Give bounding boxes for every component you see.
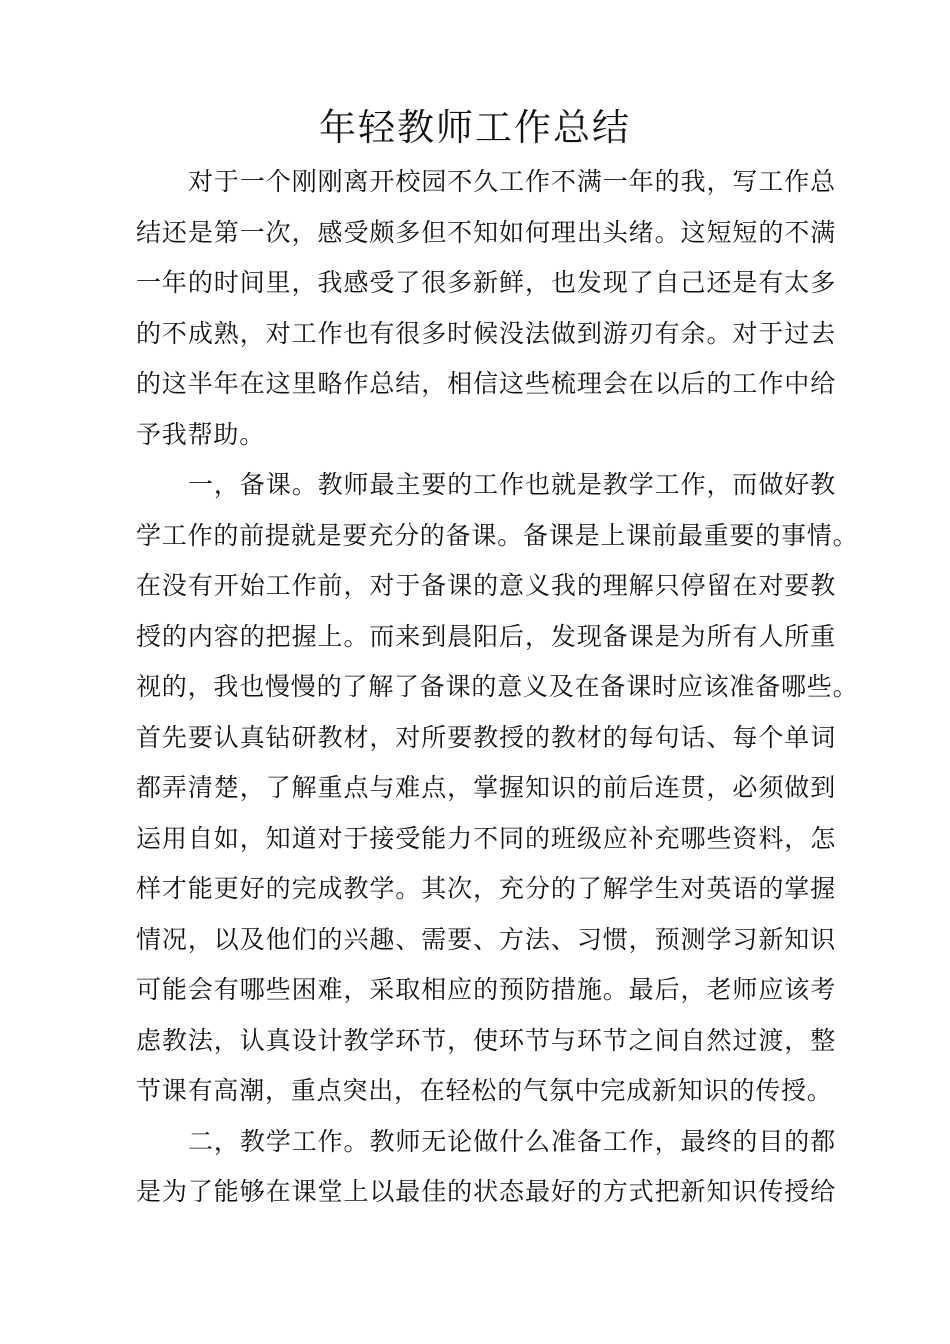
text-line: 可能会有哪些困难，采取相应的预防措施。最后，老师应该考 <box>136 975 836 1004</box>
text-line: 首先要认真钻研教材，对所要教授的教材的每句话、每个单词 <box>136 722 836 752</box>
paragraph-intro <box>136 157 836 460</box>
text-line: 二，教学工作。教师无论做什么准备工作，最终的目的都 <box>188 1126 836 1156</box>
text-line: 结还是第一次，感受颇多但不知如何理出头绪。这短短的不满 <box>136 217 836 247</box>
paragraph-lesson-prep <box>136 460 859 1117</box>
text-line: 运用自如，知道对于接受能力不同的班级应补充哪些资料，怎 <box>136 823 836 853</box>
text-line: 情况，以及他们的兴趣、需要、方法、习惯，预测学习新知识 <box>136 924 836 954</box>
document-body <box>136 157 859 1218</box>
text-line: 在没有开始工作前，对于备课的意义我的理解只停留在对要教 <box>136 571 836 600</box>
text-line: 样才能更好的完成教学。其次，充分的了解学生对英语的掌握 <box>136 874 836 903</box>
text-line: 的不成熟，对工作也有很多时候没法做到游刃有余。对于过去 <box>136 318 836 348</box>
text-line: 学工作的前提就是要充分的备课。备课是上课前最重要的事情。 <box>136 520 859 550</box>
text-line: 授的内容的把握上。而来到晨阳后，发现备课是为所有人所重 <box>136 621 836 651</box>
page-title: 年轻教师工作总结 <box>319 106 631 149</box>
text-line: 予我帮助。 <box>136 419 266 449</box>
paragraph-teaching <box>136 1117 836 1218</box>
text-line: 一，备课。教师最主要的工作也就是教学工作，而做好教 <box>188 470 836 499</box>
text-line: 都弄清楚，了解重点与难点，掌握知识的前后连贯，必须做到 <box>136 773 836 802</box>
text-line: 虑教法，认真设计教学环节，使环节与环节之间自然过渡，整 <box>136 1025 836 1055</box>
text-line: 视的，我也慢慢的了解了备课的意义及在备课时应该准备哪些。 <box>136 672 859 701</box>
text-line: 的这半年在这里略作总结，相信这些梳理会在以后的工作中给 <box>136 369 836 398</box>
text-line: 是为了能够在课堂上以最佳的状态最好的方式把新知识传授给 <box>136 1177 836 1206</box>
text-line: 节课有高潮，重点突出，在轻松的气氛中完成新知识的传授。 <box>136 1076 833 1105</box>
text-line: 一年的时间里，我感受了很多新鲜，也发现了自己还是有太多 <box>136 268 836 297</box>
text-line: 对于一个刚刚离开校园不久工作不满一年的我，写工作总 <box>188 167 836 196</box>
